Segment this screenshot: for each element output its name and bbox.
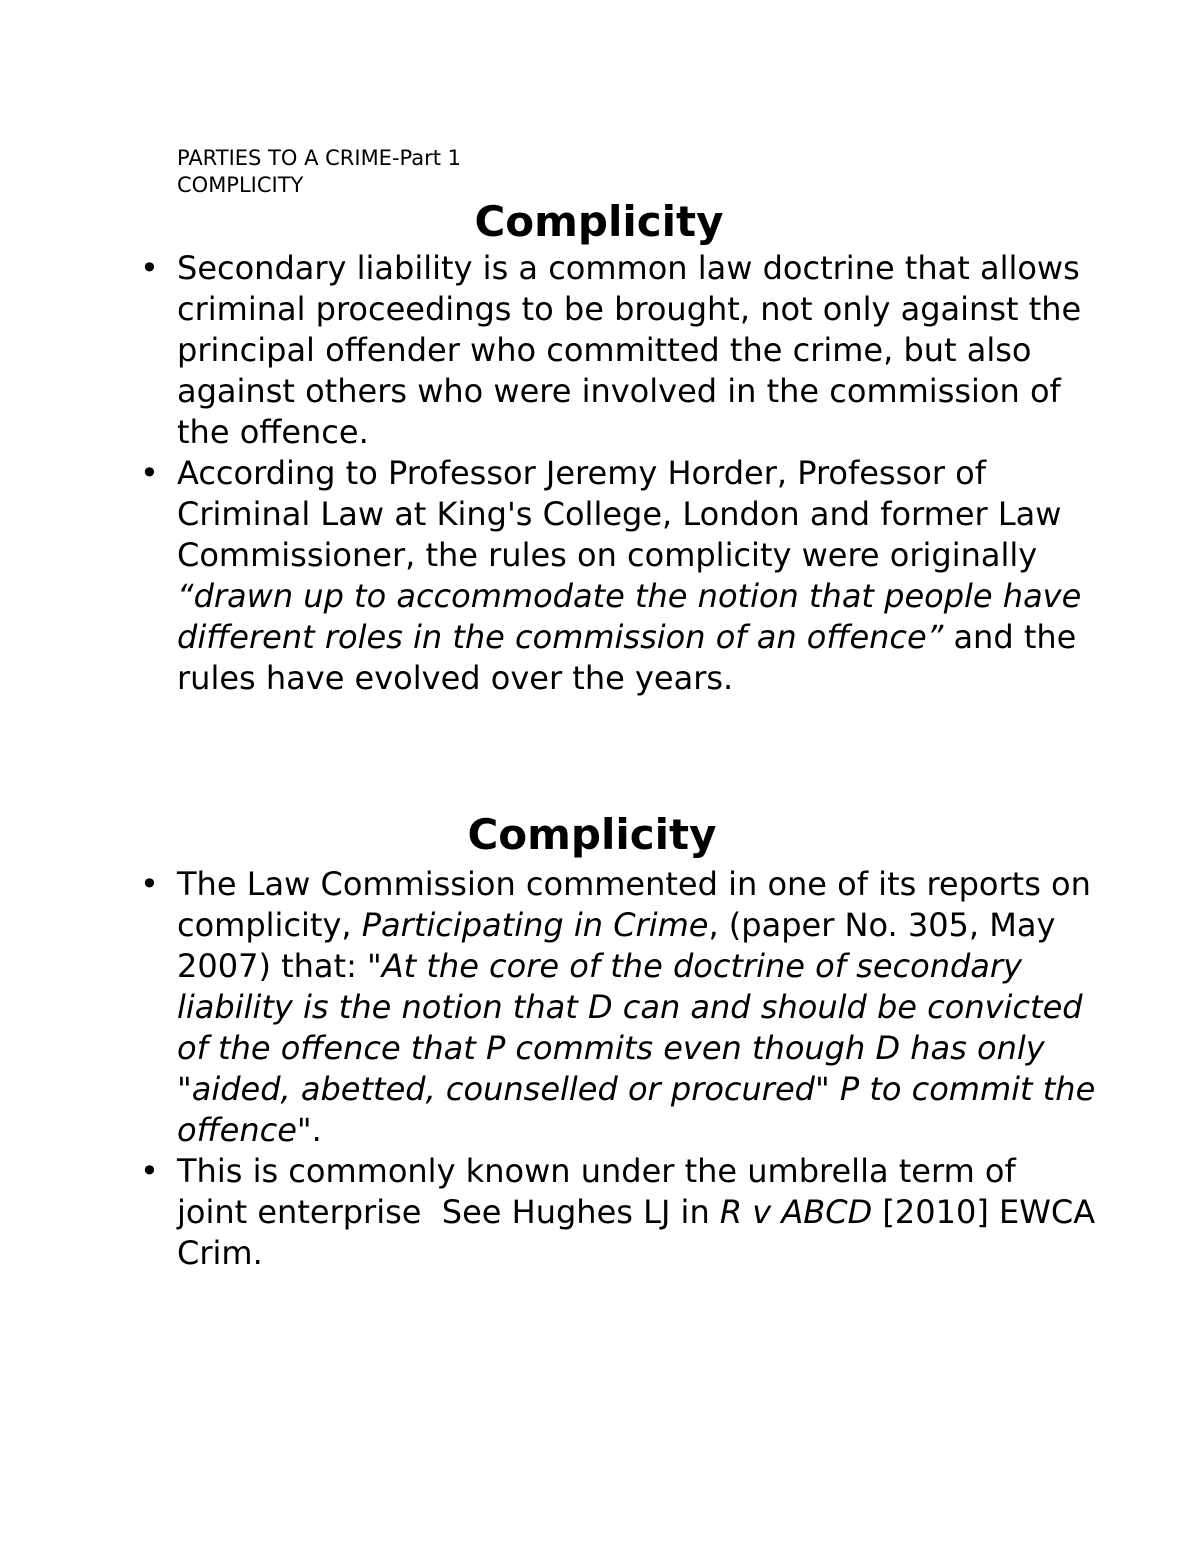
document-header (177, 145, 461, 199)
section-2-title: Complicity (467, 810, 717, 859)
report-title: Participating in Crime (361, 906, 709, 944)
section-1-bullet-list (140, 248, 1100, 699)
section-1-title: Complicity (474, 197, 724, 246)
aided-abetted-phrase: aided, abetted, counselled or procured (191, 1070, 815, 1108)
header-line-complicity: COMPLICITY (177, 173, 304, 197)
bullet-icon: • (140, 865, 159, 903)
list-item (140, 453, 1100, 699)
case-citation: [2010] EWCA Crim. (177, 1193, 1096, 1272)
bullet-text-end: and the rules have evolved over the years. (177, 618, 1077, 697)
bullet-icon: • (140, 1152, 159, 1190)
list-item (140, 864, 1100, 1151)
bullet-text: Secondary liability is a common law doctrine that allows criminal proceedings to be brought, not only against the principal offender who committed the crime, but also against others who were involved in the commission of the offence. (177, 249, 1082, 451)
bullet-text: " (177, 1070, 192, 1108)
horder-quote: “drawn up to accommodate the notion that people have different roles in the commission of an offence” (177, 577, 1082, 656)
case-name: R v ABCD (719, 1193, 873, 1231)
bullet-text: According to Professor Jeremy Horder, Professor of Criminal Law at King's College, London and former Law Commissioner, the rules on complicity were originally (177, 454, 1062, 574)
list-item (140, 248, 1100, 453)
commit-offence-phrase: P to commit the offence (177, 1070, 1096, 1149)
section-2-bullet-list (140, 864, 1100, 1274)
bullet-text: " (814, 1070, 840, 1108)
bullet-text: ". (296, 1111, 322, 1149)
law-commission-quote: At the core of the doctrine of secondary liability is the notion that D can and should be convicted of the offence that P commits even though D has only (177, 947, 1083, 1067)
bullet-text: , (paper No. 305, May 2007) that: " (177, 906, 1056, 985)
bullet-icon: • (140, 454, 159, 492)
bullet-text: The Law Commission commented in one of its reports on complicity, (177, 865, 1091, 944)
bullet-icon: • (140, 249, 159, 287)
list-item (140, 1151, 1100, 1274)
header-line-parties-to-a-crime: PARTIES TO A CRIME-Part 1 (177, 146, 462, 170)
bullet-text: This is commonly known under the umbrella term of joint enterprise See Hughes LJ in (177, 1152, 1037, 1231)
